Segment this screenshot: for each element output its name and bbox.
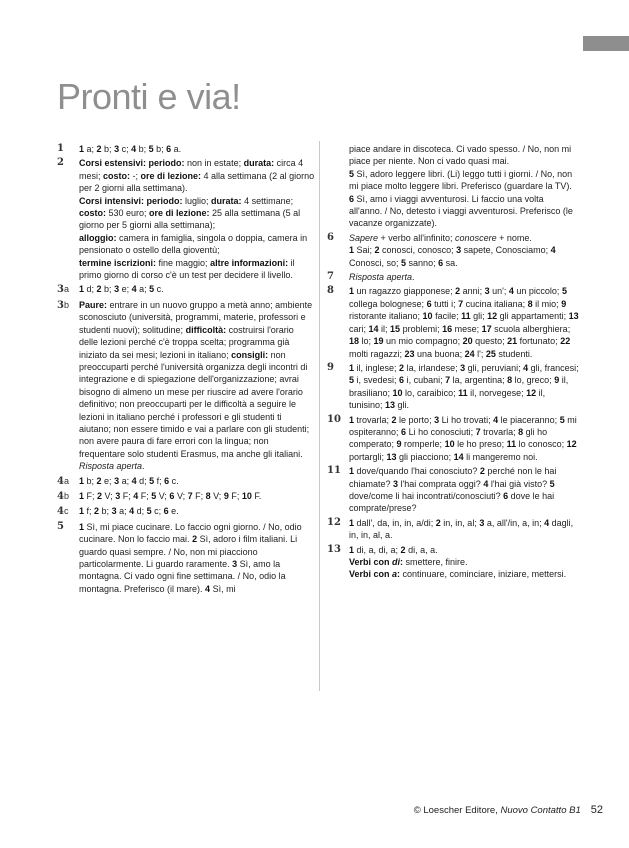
exercise-number: 12 (327, 516, 341, 528)
exercise-number (327, 143, 349, 230)
exercise-answer: 1 il, inglese; 2 la, irlandese; 3 gli, peruviani; 4 gli, francesi; 5 i, svedesi; 6 i, cubani; 7 la, argentina; 8 lo, greco; 9 il, brasiliano; 10 lo, caraibico; 11 il, norvegese; 12 il, tunisino; 13 gli. (349, 362, 579, 411)
exercise-answer: 1 a; 2 b; 3 c; 4 b; 5 b; 6 a. (79, 144, 182, 154)
exercise-answer: 1 dall', da, in, in, a/di; 2 in, in, al; 3 a, all'/in, a, in; 4 dagli, in, in, al, a. (349, 517, 574, 541)
page-footer (414, 804, 603, 816)
exercise-item (327, 414, 579, 464)
exercise-item (57, 157, 315, 281)
exercise-answer: 1 dove/quando l'hai conosciuto? 2 perché non le hai chiamate? 3 l'hai comprata oggi? 4 l'hai già visto? 5 dove/come li hai incontrati/conosciuti? 6 dove le hai comprate/prese? (349, 466, 557, 514)
page-number: 52 (590, 804, 603, 816)
exercise-answer: 1 trovarla; 2 le porto; 3 Li ho trovati; 4 le piaceranno; 5 mi ospiteranno; 6 Li ho conosciuti; 7 trovarla; 8 gli ho comperato; 9 romperle; 10 le ho preso; 11 lo conosco; 12 portargli; 13 gli piacciono; 14 li mangeremo noi. (349, 414, 577, 462)
exercise-number: 6 (327, 231, 334, 243)
exercise-answer: 1 d; 2 b; 3 e; 4 a; 5 c. (79, 284, 164, 295)
exercise-number: 4b (57, 490, 69, 502)
exercise-number: 7 (327, 271, 334, 283)
exercise-number: 11 (327, 465, 341, 477)
exercise-answer: 1 di, a, di, a; 2 di, a, a. Verbi con di: smettere, finire. Verbi con a: continuare, cominciare, iniziare, mettersi. (349, 544, 567, 580)
answers-right-column (327, 143, 579, 583)
exercise-item (57, 143, 315, 155)
exercise-answer: 1 b; 2 e; 3 a; 4 d; 5 f; 6 c. (79, 475, 179, 486)
exercise-number: 4c (57, 506, 69, 518)
exercise-number: 2 (57, 157, 64, 169)
footer-copyright: © Loescher Editore, (413, 805, 501, 816)
footer-book-title: Nuovo Contatto B1 (500, 805, 581, 816)
exercise-answer: Paure: entrare in un nuovo gruppo a metà anno; ambiente sconosciuto (università, programmi, materie, professori e studenti nuovi); solitudine; difficoltà: costruirsi l'orario delle lezioni perché c'è troppa scelta; programma già iniziato da sei mesi; lezioni in italiano; consigli: non preoccuparti perché l'università organizza degli incontri di integrazione e di spiegazione dell'organizzazione; avrai bisogno di almeno un mese per riuscire ad avere l'orario definitivo; non preoccuparti per le difficoltà a seguire le lezioni in italiano perché i professori e gli studenti ti aiutano; non essere timido e vai a parlare con gli studenti; non avere paura di fare errori con la lingua; non frequentare solo studenti Erasmus, ma anche gli italiani. Risposta aperta. (79, 299, 313, 472)
exercise-answer: Risposta aperta. (349, 272, 415, 283)
edge-tab-marker (583, 36, 629, 51)
exercise-item (57, 475, 315, 488)
exercise-answer: 1 F; 2 V; 3 F; 4 F; 5 V; 6 V; 7 F; 8 V; 9 F; 10 F. (79, 490, 262, 501)
exercise-item (57, 299, 315, 473)
exercise-item (327, 271, 579, 283)
exercise-number: 10 (327, 413, 341, 425)
exercise-item (327, 143, 579, 230)
exercise-number: 3b (57, 299, 69, 311)
answers-left-column (57, 143, 315, 597)
exercise-number: 13 (327, 543, 341, 555)
exercise-item (327, 517, 579, 542)
exercise-answer: 1 Sì, mi piace cucinare. Lo faccio ogni giorno. / No, odio cucinare. Non lo faccio mai. 2 Sì, adoro i film italiani. Li guardo quasi sempre. / No, non mi piacciono particolarmente. Li guardo raramente. 3 Sì, amo la montagna. Ci vado ogni fine settimana. / No, odio la montagna. Preferisco (il mare). 4 Sì, mi (79, 521, 302, 594)
exercise-item (327, 544, 579, 581)
exercise-item (327, 362, 579, 412)
exercise-number: 9 (327, 361, 334, 373)
exercise-item (327, 285, 579, 359)
exercise-item (57, 505, 315, 518)
exercise-number: 4a (57, 475, 69, 487)
exercise-number: 5 (57, 520, 64, 532)
exercise-number: 3a (57, 284, 69, 296)
exercise-item (57, 283, 315, 296)
exercise-item (57, 521, 315, 595)
exercise-item (327, 465, 579, 515)
exercise-item (327, 232, 579, 269)
exercise-number: 1 (57, 143, 64, 154)
exercise-answer: 1 un ragazzo giapponese; 2 anni; 3 un'; 4 un piccolo; 5 collega bolognese; 6 tutti i; 7 cucina italiana; 8 il mio; 9 ristorante italiano; 10 facile; 11 gli; 12 gli appartamenti; 13 cari; 14 il; 15 problemi; 16 mese; 17 scuola alberghiera; 18 lo; 19 un mio compagno; 20 questo; 21 fortunato; 22 molti ragazzi; 23 una buona; 24 l'; 25 studenti. (349, 286, 579, 359)
exercise-answer: 1 f; 2 b; 3 a; 4 d; 5 c; 6 e. (79, 506, 179, 517)
exercise-answer: Sapere + verbo all'infinito; conoscere + nome. 1 Sai; 2 conosci, conosco; 3 sapete, Conosciamo; 4 Conosci, so; 5 sanno; 6 sa. (349, 232, 556, 268)
column-divider (319, 141, 320, 691)
page-title: Pronti e via! (57, 76, 241, 117)
exercise-item (57, 490, 315, 503)
exercise-answer: Corsi estensivi: periodo: non in estate; durata: circa 4 mesi; costo: -; ore di lezione: 4 alla settimana (2 al giorno per 2 giorni alla settimana). Corsi intensivi: periodo: luglio; durata: 4 settimane; costo: 530 euro; ore di lezione: 25 alla settimana (5 al giorno per 5 giorni alla settimana); alloggio: camera in famiglia, singola o doppia, camera in pensionato o ostello della gioventù; termine iscrizioni: fine maggio; altre informazioni: il primo giorno di corso c'è un test per decidere il livello. (79, 158, 315, 281)
exercise-answer: piace andare in discoteca. Ci vado spesso. / No, non mi piace per niente. Non ci vado quasi mai. 5 Sì, adoro leggere libri. (Li) leggo tutti i giorni. / No, non mi piace molto leggere libri. Preferisco (guardare la TV). 6 Sì, amo i viaggi avventurosi. Li faccio una volta all'anno. / No, detesto i viaggi avventurosi. Preferisco (le vacanze organizzate). (349, 144, 573, 229)
exercise-number: 8 (327, 285, 334, 297)
